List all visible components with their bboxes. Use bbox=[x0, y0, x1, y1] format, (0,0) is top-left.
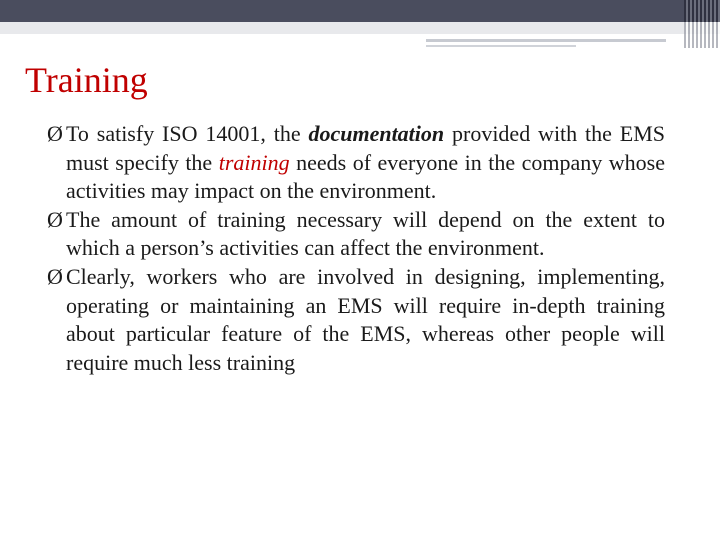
bullet-1-text-start: To satisfy ISO 14001, the bbox=[66, 121, 309, 146]
emphasis-documentation: documentation bbox=[308, 121, 445, 146]
bullet-1-text-end: needs of everyone in the company whose activities may impact on the environment. bbox=[66, 149, 665, 204]
bullet-3-text: Clearly, workers who are involved in designing, implementing, operating or maintaining an EMS will require in-depth training about particular feature of the EMS, whereas other people will require much less training bbox=[66, 263, 665, 375]
bullet-1-text-middle: provided with the EMS must specify the bbox=[66, 121, 665, 175]
emphasis-training: training bbox=[218, 149, 290, 175]
header-band bbox=[0, 0, 720, 22]
bullet-list bbox=[47, 120, 665, 377]
bullet-2-text: The amount of training necessary will depend on the extent to which a person’s activities can affect the environment. bbox=[66, 206, 665, 261]
slide-title: Training bbox=[25, 60, 148, 100]
bullet-item-3 bbox=[47, 263, 665, 377]
bullet-item-2 bbox=[47, 206, 665, 263]
decorative-line bbox=[426, 39, 666, 42]
corner-stripes-dark bbox=[684, 0, 720, 22]
arrow-bullet-icon: Ø bbox=[47, 206, 63, 232]
arrow-bullet-icon: Ø bbox=[47, 121, 63, 146]
header-rule bbox=[0, 22, 720, 34]
decorative-line-short bbox=[426, 45, 576, 47]
bullet-item-1 bbox=[47, 120, 665, 206]
arrow-bullet-icon: Ø bbox=[47, 263, 63, 289]
